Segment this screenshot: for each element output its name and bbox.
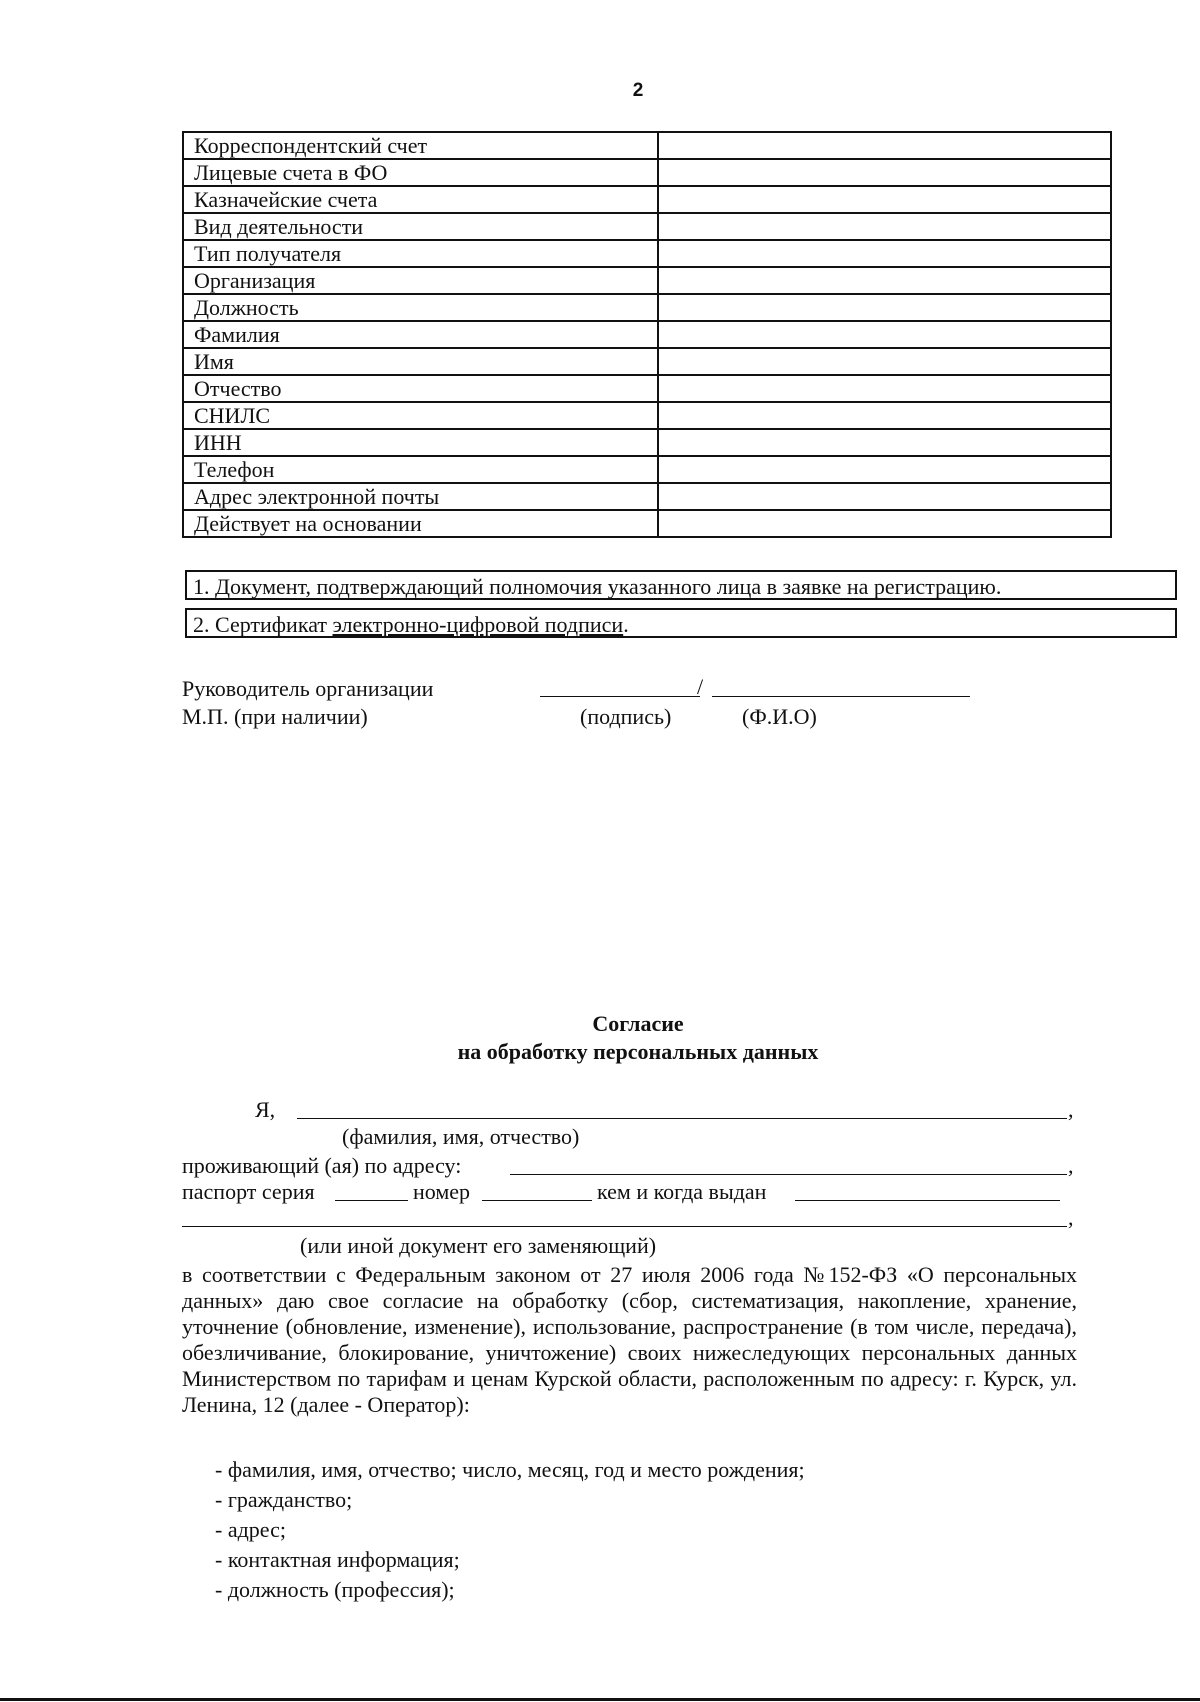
table-row-label: Отчество <box>183 375 658 402</box>
consent-subtitle: на обработку персональных данных <box>457 1039 819 1064</box>
bottom-edge <box>0 1698 1200 1701</box>
list-item: - контактная информация; <box>215 1547 460 1572</box>
table-row <box>183 402 1111 429</box>
table-row-value[interactable] <box>658 510 1111 537</box>
address-label: проживающий (ая) по адресу: <box>182 1153 462 1178</box>
table-row-label: Организация <box>183 267 658 294</box>
table-row <box>183 213 1111 240</box>
table-row-value[interactable] <box>658 294 1111 321</box>
table-row <box>183 159 1111 186</box>
signature-slash: / <box>697 674 704 699</box>
table-row-value[interactable] <box>658 375 1111 402</box>
passport-number-line <box>482 1200 592 1201</box>
comma-3: , <box>1068 1205 1074 1230</box>
table-row <box>183 510 1111 537</box>
attachment-2-suffix: . <box>623 612 629 637</box>
table-row-value[interactable] <box>658 213 1111 240</box>
table-row-label: Действует на основании <box>183 510 658 537</box>
table-row-label: Корреспондентский счет <box>183 132 658 159</box>
list-item: - должность (профессия); <box>215 1577 455 1602</box>
table-row-value[interactable] <box>658 186 1111 213</box>
other-document-caption: (или иной документ его заменяющий) <box>300 1233 657 1258</box>
signature-line <box>540 696 700 697</box>
list-item: - адрес; <box>215 1517 286 1542</box>
fio-caption: (Ф.И.О) <box>742 704 817 729</box>
table-row-label: Казначейские счета <box>183 186 658 213</box>
issued-by-label: кем и когда выдан <box>597 1179 767 1204</box>
table-row-value[interactable] <box>658 132 1111 159</box>
table-row-label: Вид деятельности <box>183 213 658 240</box>
table-row-label: СНИЛС <box>183 402 658 429</box>
attachment-2-underlined: электронно-цифровой подписи <box>332 612 624 637</box>
table-row <box>183 375 1111 402</box>
comma-1: , <box>1068 1097 1074 1122</box>
table-row <box>183 348 1111 375</box>
passport-number-label: номер <box>413 1179 471 1204</box>
table-row-value[interactable] <box>658 402 1111 429</box>
table-row-value[interactable] <box>658 348 1111 375</box>
table-row-label: Лицевые счета в ФО <box>183 159 658 186</box>
attachment-item-2 <box>185 608 1177 638</box>
passport-continuation-line <box>182 1226 1067 1227</box>
table-row <box>183 132 1111 159</box>
attachment-item-1: 1. Документ, подтверждающий полномочия указанного лица в заявке на регистрацию. <box>185 570 1177 600</box>
table-row-label: ИНН <box>183 429 658 456</box>
consent-title: Согласие <box>592 1011 684 1036</box>
table-row <box>183 483 1111 510</box>
issued-by-line <box>795 1200 1060 1201</box>
personal-data-list <box>215 1455 805 1605</box>
table-row <box>183 186 1111 213</box>
table-row-label: Телефон <box>183 456 658 483</box>
registration-table <box>182 131 1112 538</box>
page-number: 2 <box>632 80 644 101</box>
table-row-value[interactable] <box>658 456 1111 483</box>
passport-series-line <box>335 1200 408 1201</box>
table-row-label: Имя <box>183 348 658 375</box>
table-row-value[interactable] <box>658 159 1111 186</box>
stamp-label: М.П. (при наличии) <box>182 704 368 729</box>
table-row <box>183 240 1111 267</box>
table-row-value[interactable] <box>658 321 1111 348</box>
table-row-value[interactable] <box>658 267 1111 294</box>
table-row <box>183 294 1111 321</box>
table-row-value[interactable] <box>658 240 1111 267</box>
passport-series-label: паспорт серия <box>182 1179 315 1204</box>
table-row <box>183 321 1111 348</box>
list-item: - фамилия, имя, отчество; число, месяц, год и место рождения; <box>215 1457 805 1482</box>
table-row-label: Адрес электронной почты <box>183 483 658 510</box>
table-row-value[interactable] <box>658 429 1111 456</box>
list-item: - гражданство; <box>215 1487 353 1512</box>
table-row-label: Должность <box>183 294 658 321</box>
head-of-organization-label: Руководитель организации <box>182 676 434 701</box>
attachment-2-prefix: 2. Сертификат <box>193 612 333 637</box>
address-input-line <box>510 1174 1067 1175</box>
fio-input-caption: (фамилия, имя, отчество) <box>342 1124 580 1149</box>
table-row-label: Фамилия <box>183 321 658 348</box>
table-row <box>183 267 1111 294</box>
fio-line <box>712 696 970 697</box>
table-row <box>183 456 1111 483</box>
table-row <box>183 429 1111 456</box>
consent-paragraph: в соответствии с Федеральным законом от 27 июля 2006 года №152-ФЗ «О персональных данных» даю свое согласие на обработку (сбор, систематизация, накопление, хранение, уточнение (обновление, изменение), использование, распространение (в том числе, передача), обезличивание, блокирование, уничтожение) своих нижеследующих персональных данных Министерством по тарифам и ценам Курской области, расположенным по адресу: г. Курск, ул. Ленина, 12 (далее - Оператор): <box>182 1262 1077 1417</box>
i-label: Я, <box>255 1097 276 1122</box>
table-row-value[interactable] <box>658 483 1111 510</box>
signature-caption: (подпись) <box>580 704 672 729</box>
comma-2: , <box>1068 1153 1074 1178</box>
fio-input-line <box>297 1118 1067 1119</box>
table-row-label: Тип получателя <box>183 240 658 267</box>
